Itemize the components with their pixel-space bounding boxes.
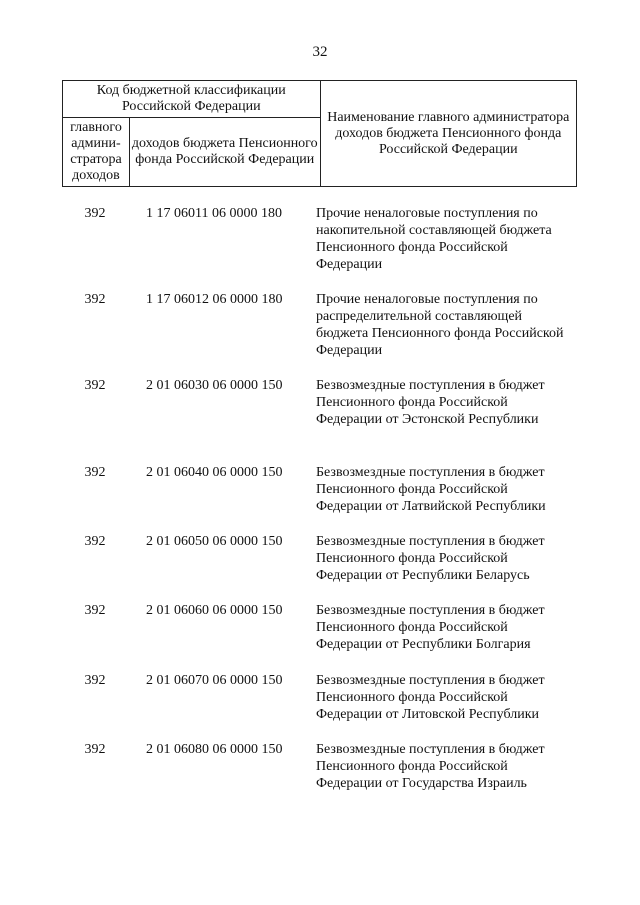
income-name: Безвозмездные поступления в бюджет Пенсионного фонда Российской Федерации от Государства Израиль — [316, 742, 545, 791]
income-name: Безвозмездные поступления в бюджет Пенсионного фонда Российской Федерации от Республики Болгария — [316, 603, 545, 652]
income-code: 2 01 06030 06 0000 150 — [146, 378, 283, 393]
admin-code: 392 — [84, 673, 106, 688]
income-name: Прочие неналоговые поступления по накопительной составляющей бюджета Пенсионного фонда Российской Федерации — [316, 206, 552, 272]
income-code: 2 01 06070 06 0000 150 — [146, 673, 283, 688]
pension-fund-income-header: доходов бюджета Пенсионного фонда Российской Федерации — [129, 118, 320, 187]
income-code: 1 17 06012 06 0000 180 — [146, 292, 283, 307]
admin-code: 392 — [84, 603, 106, 618]
income-code: 2 01 06050 06 0000 150 — [146, 534, 283, 549]
admin-code: 392 — [84, 534, 106, 549]
income-name: Безвозмездные поступления в бюджет Пенсионного фонда Российской Федерации от Эстонской Республики — [316, 378, 545, 427]
income-name: Безвозмездные поступления в бюджет Пенсионного фонда Российской Федерации от Республики Беларусь — [316, 534, 545, 583]
administrator-name-header: Наименование главного администратора доходов бюджета Пенсионного фонда Российской Федерации — [320, 81, 576, 187]
income-name: Прочие неналоговые поступления по распределительной составляющей бюджета Пенсионного фонда Российской Федерации — [316, 292, 564, 358]
admin-code: 392 — [84, 206, 106, 221]
income-code: 2 01 06040 06 0000 150 — [146, 465, 283, 480]
classification-header-table — [62, 80, 577, 187]
admin-code: 392 — [84, 378, 106, 393]
income-code: 2 01 06080 06 0000 150 — [146, 742, 283, 757]
admin-code: 392 — [84, 465, 106, 480]
income-name: Безвозмездные поступления в бюджет Пенсионного фонда Российской Федерации от Латвийской Республики — [316, 465, 546, 514]
income-name: Безвозмездные поступления в бюджет Пенсионного фонда Российской Федерации от Литовской Республики — [316, 673, 545, 722]
admin-code: 392 — [84, 292, 106, 307]
page-number: 32 — [312, 44, 328, 60]
admin-code: 392 — [84, 742, 106, 757]
chief-administrator-header: главного админи-стратора доходов — [63, 118, 130, 187]
income-code: 1 17 06011 06 0000 180 — [146, 206, 282, 221]
income-code: 2 01 06060 06 0000 150 — [146, 603, 283, 618]
budget-code-group-header: Код бюджетной классификации Российской Федерации — [63, 81, 321, 118]
